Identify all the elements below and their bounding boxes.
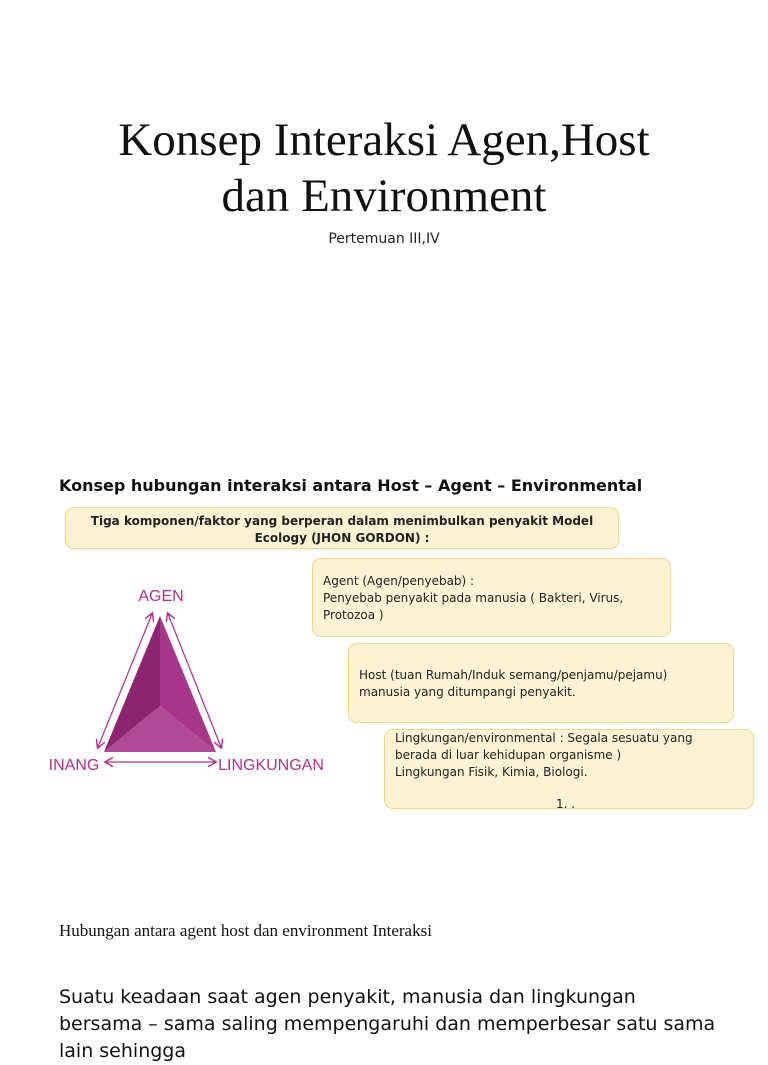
environment-definition-box [384, 729, 754, 809]
inang-label: INANG [48, 757, 100, 774]
host-line-2: manusia yang ditumpangi penyakit. [359, 685, 576, 699]
slide-subtitle: Pertemuan III,IV [328, 231, 440, 247]
host-definition-box [348, 643, 734, 723]
slide-title-line-2: dan Environment [221, 170, 547, 222]
interaction-paragraph: Suatu keadaan saat agen penyakit, manusia dan lingkungan bersama – sama saling mempengaruhi dan memperbesar satu sama lain sehingga [59, 986, 716, 1062]
lingkungan-label: LINGKUNGAN [218, 757, 324, 774]
section-heading: Konsep hubungan interaksi antara Host – Agent – Environmental [59, 476, 643, 495]
slide-title-line-1: Konsep Interaksi Agen,Host [118, 114, 650, 166]
environment-line-1: Lingkungan/environmental : Segala sesuatu yang [395, 731, 693, 745]
environment-line-3: Lingkungan Fisik, Kimia, Biologi. [395, 765, 588, 779]
agent-line-1: Agent (Agen/penyebab) : [323, 574, 475, 588]
host-line-1: Host (tuan Rumah/Induk semang/penjamu/pejamu) [359, 668, 668, 682]
agent-line-2: Penyebab penyakit pada manusia ( Bakteri, Virus, [323, 591, 624, 605]
interaction-heading: Hubungan antara agent host dan environment Interaksi [59, 921, 432, 940]
slide-title [0, 112, 768, 224]
agent-line-3: Protozoa ) [323, 608, 384, 622]
components-intro-box [65, 507, 619, 549]
components-intro-line-1: Tiga komponen/faktor yang berperan dalam menimbulkan penyakit Model [90, 514, 594, 528]
list-number: 1. . [556, 797, 576, 811]
agent-definition-box [312, 558, 671, 637]
components-intro-line-2: Ecology (JHON GORDON) : [254, 531, 430, 545]
epidemiologic-triangle-diagram [48, 580, 328, 780]
environment-line-2: berada di luar kehidupan organisme ) [395, 748, 622, 762]
agen-label: AGEN [138, 588, 184, 605]
